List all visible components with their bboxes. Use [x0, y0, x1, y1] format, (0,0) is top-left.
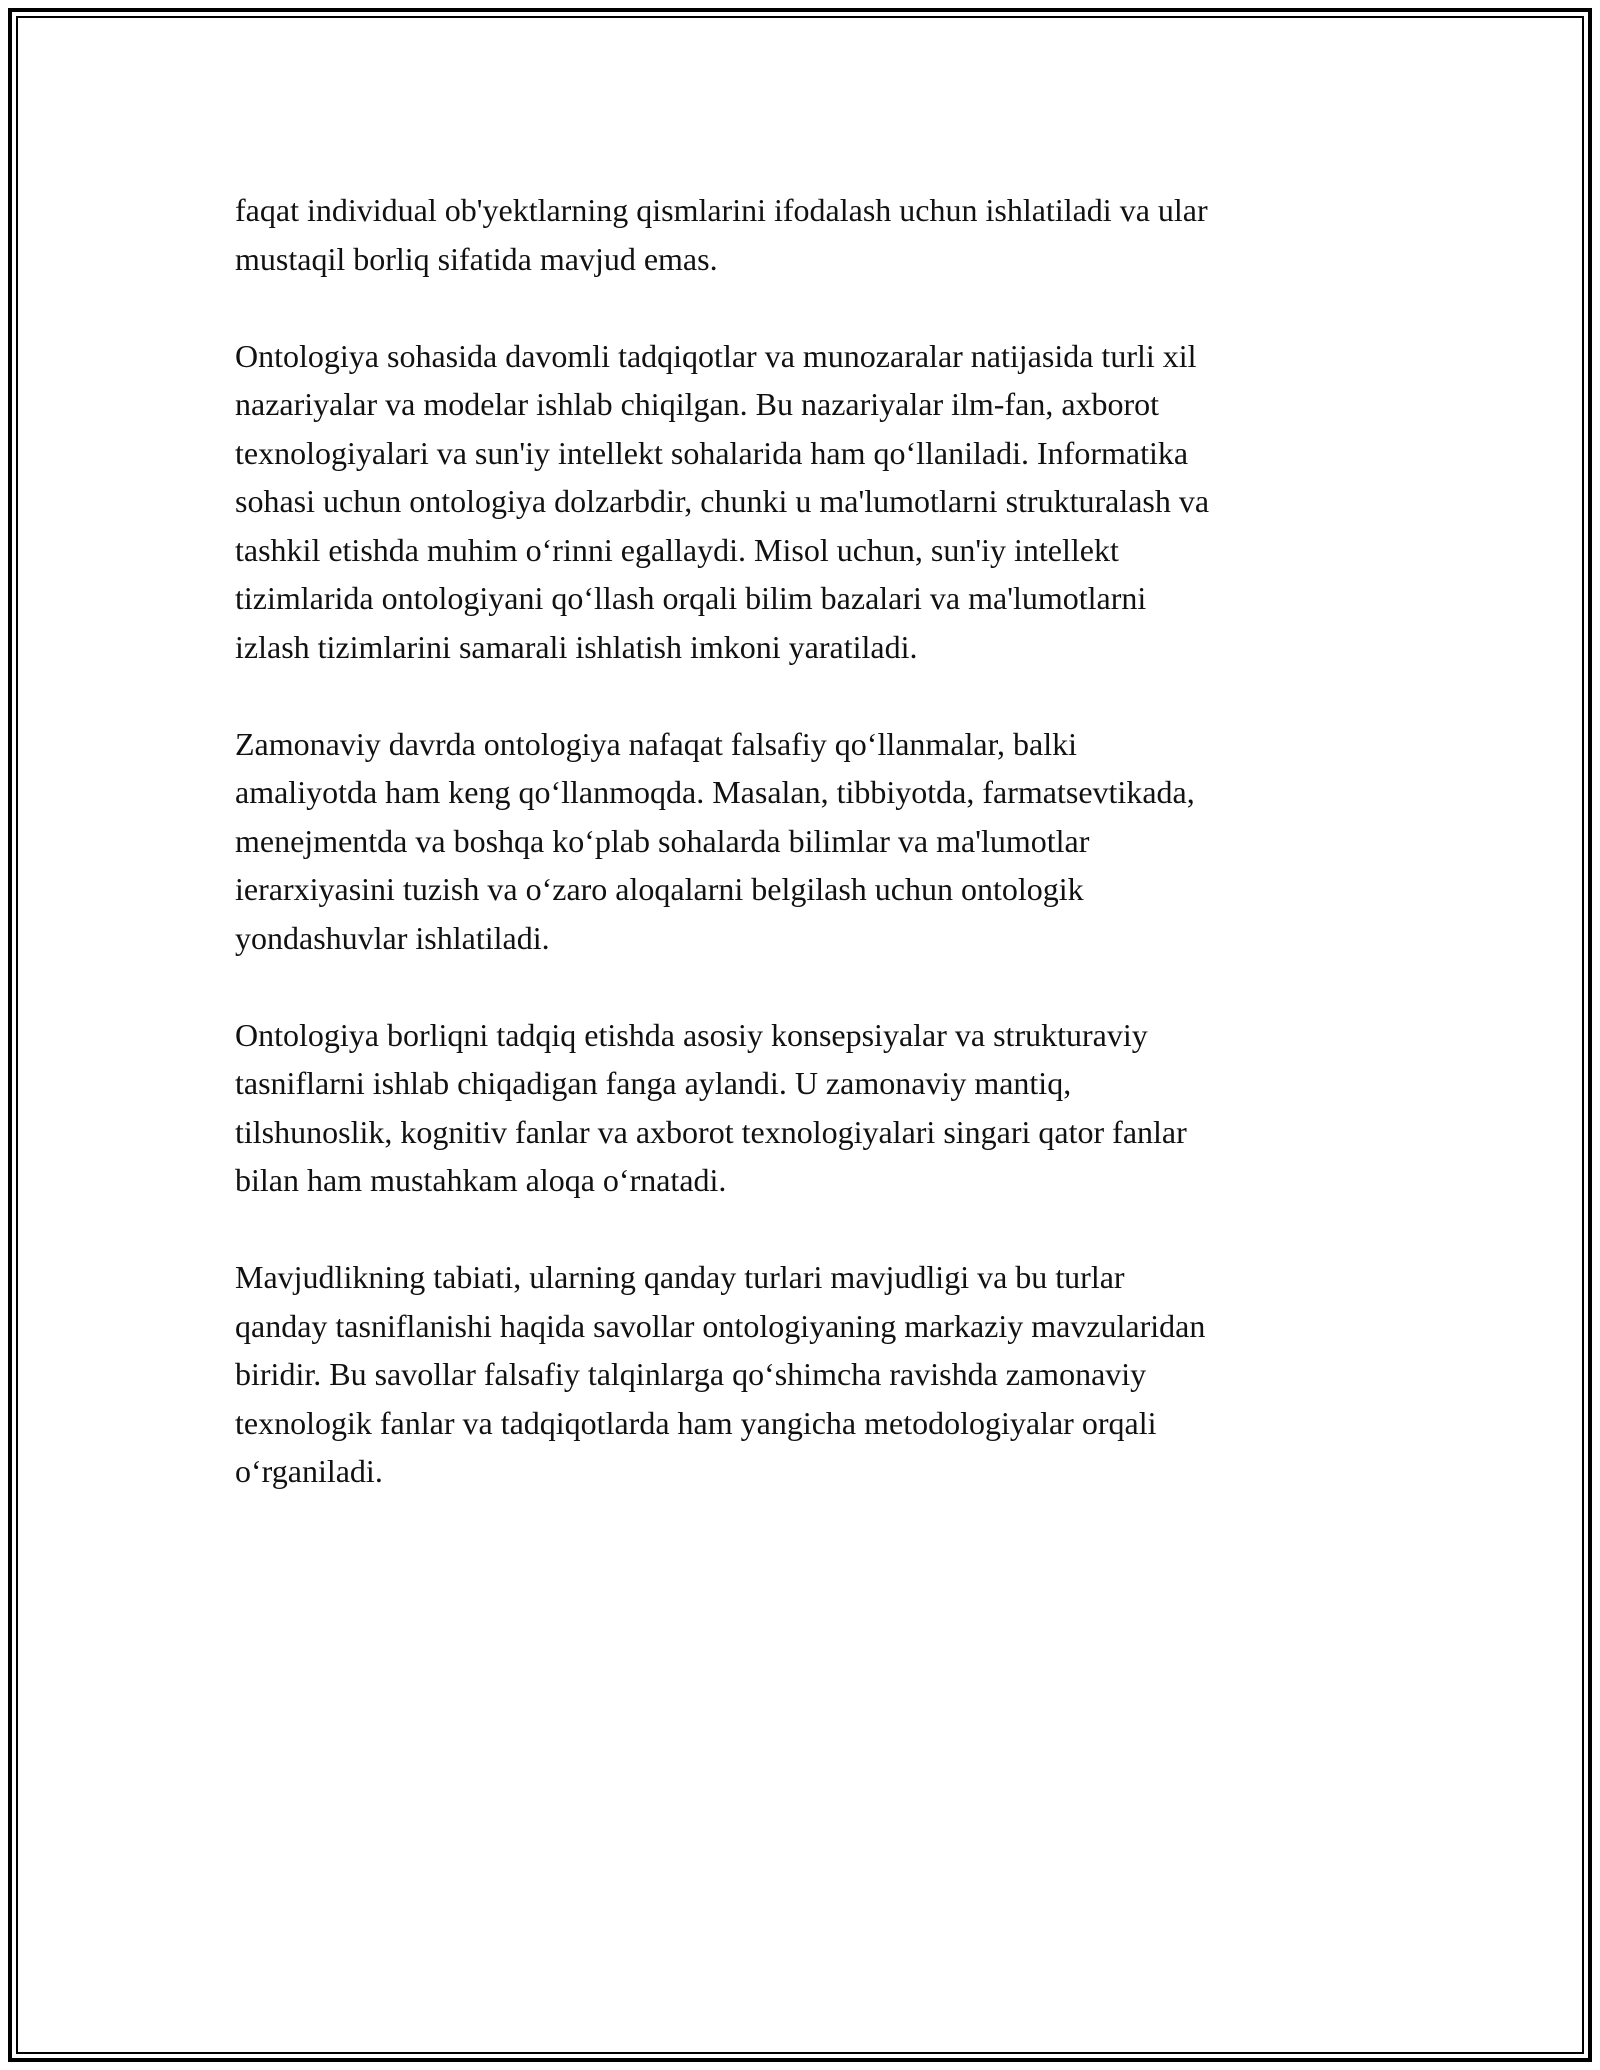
paragraph-4: Ontologiya borliqni tadqiq etishda asosiy konsepsiyalar va strukturaviy tasniflarni ishlab chiqadigan fanga aylandi. U zamonaviy mantiq, tilshunoslik, kognitiv fanlar va axborot texnologiyalari singari qator fanlar bilan ham mustahkam aloqa o‘rnatadi.	[235, 1016, 1187, 1198]
paragraph-1: faqat individual ob'yektlarning qismlarini ifodalash uchun ishlatiladi va ular mustaqil borliq sifatida mavjud emas.	[235, 192, 1208, 277]
paragraph-2: Ontologiya sohasida davomli tadqiqotlar va munozaralar natijasida turli xil nazariyalar va modelar ishlab chiqilgan. Bu nazariyalar ilm-fan, axborot texnologiyalari va sun'iy intellekt sohalarida ham qo‘llaniladi. Informatika sohasi uchun ontologiya dolzarbdir, chunki u ma'lumotlarni strukturalash va tashkil etishda muhim o‘rinni egallaydi. Misol uchun, sun'iy intellekt tizimlarida ontologiyani qo‘llash orqali bilim bazalari va ma'lumotlarni izlash tizimlarini samarali ishlatish imkoni yaratiladi.	[235, 337, 1210, 665]
paragraph-3: Zamonaviy davrda ontologiya nafaqat falsafiy qo‘llanmalar, balki amaliyotda ham keng qo‘llanmoqda. Masalan, tibbiyotda, farmatsevtikada, menejmentda va boshqa ko‘plab sohalarda bilimlar va ma'lumotlar ierarxiyasini tuzish va o‘zaro aloqalarni belgilash uchun ontologik yondashuvlar ishlatiladi.	[235, 725, 1195, 956]
paragraph-5: Mavjudlikning tabiati, ularning qanday turlari mavjudligi va bu turlar qanday tasniflanishi haqida savollar ontologiyaning markaziy mavzularidan biridir. Bu savollar falsafiy talqinlarga qo‘shimcha ravishda zamonaviy texnologik fanlar va tadqiqotlarda ham yangicha metodologiyalar orqali o‘rganiladi.	[235, 1259, 1206, 1489]
document-body	[235, 186, 1365, 1544]
